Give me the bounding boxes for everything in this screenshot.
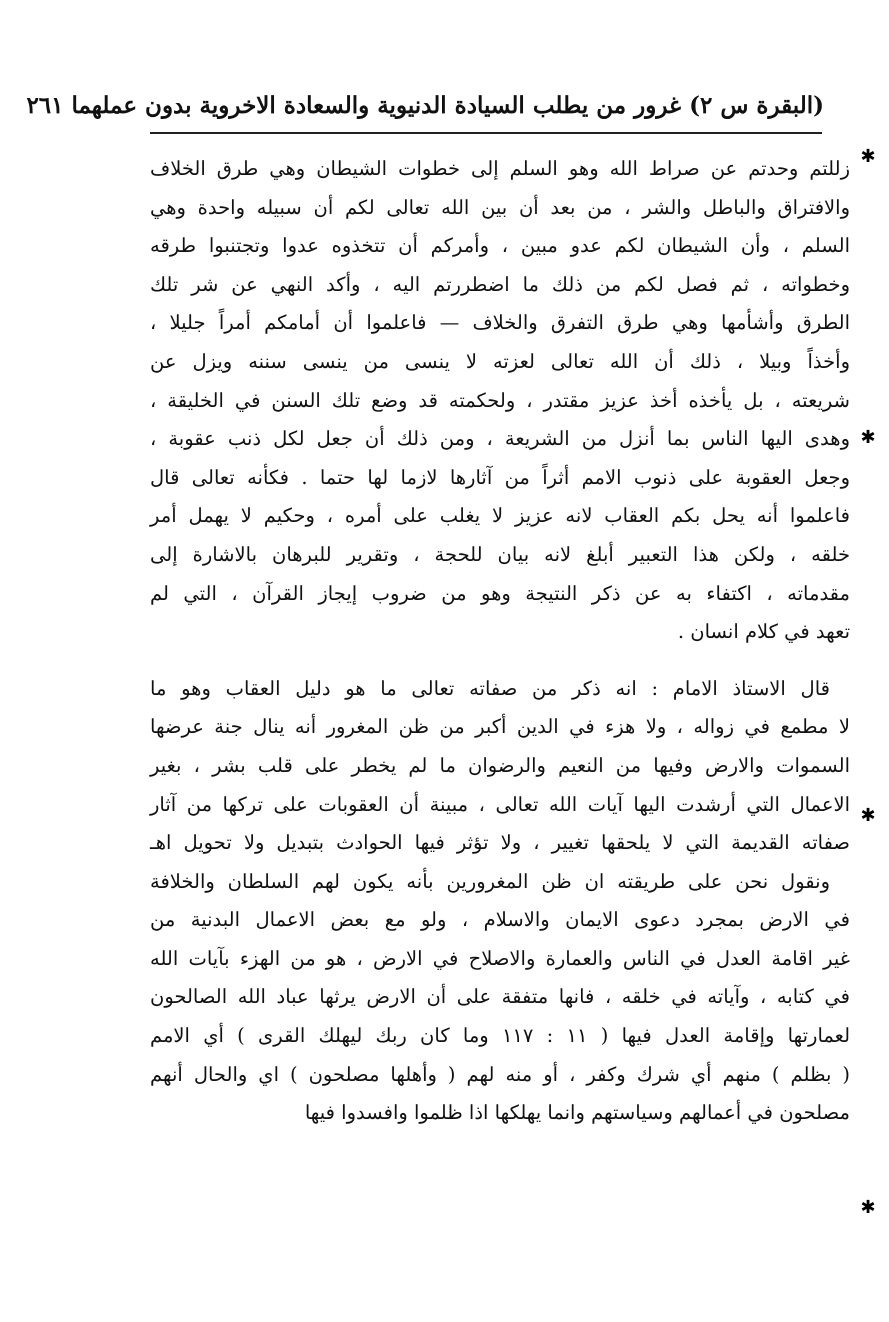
text-line: لعمارتها وإقامة العدل فيها ( ١١ : ١١٧ وما كان ربك ليهلك القرى ) أي الامم xyxy=(150,1024,851,1048)
body-text xyxy=(150,150,850,1133)
star-ornament-icon: ✱ xyxy=(860,1197,876,1218)
text-line: لا مطمع في زواله ، ولا هزء في الدين أكبر من ظن المغرور أنه ينال جنة عرضها xyxy=(150,715,850,739)
text-line: صفاته القديمة التي لا يلحقها تغيير ، ولا تؤثر فيها الحوادث بتبديل ولا تحويل اهـ xyxy=(150,831,850,855)
text-line: ونقول نحن على طريقته ان ظن المغرورين بأنه يكون لهم السلطان والخلافة xyxy=(150,869,830,893)
text-line: تعهد في كلام انسان . xyxy=(677,620,850,644)
star-ornament-icon: ✱ xyxy=(860,146,876,167)
paragraph-1 xyxy=(150,150,850,652)
page-header: (البقرة س ٢) غرور من يطلب السيادة الدنيوية والسعادة الاخروية بدون عملهما ٢٦١ xyxy=(26,92,824,119)
text-line: مصلحون في أعمالهم وسياستهم وانما يهلكها اذا ظلموا وافسدوا فيها xyxy=(304,1101,850,1125)
text-line: مقدماته ، اكتفاء به عن ذكر النتيجة وهو من ضروب إيجاز القرآن ، التي لم xyxy=(150,581,850,605)
text-line: شريعته ، بل يأخذه أخذ عزيز مقتدر ، ولحكمته قد وضع تلك السنن في الخليقة ، xyxy=(150,388,850,412)
header-rule xyxy=(150,132,822,134)
text-line: السموات والارض وفيها من النعيم والرضوان ما لم يخطر على قلب بشر ، بغير xyxy=(150,753,850,777)
text-line: الطرق وأشأمها وهي طرق التفرق والخلاف — فاعلموا أن أمامكم أمراً جليلا ، xyxy=(150,311,850,335)
text-line: قال الاستاذ الامام : انه ذكر من صفاته تعالى ما هو دليل العقاب وهو ما xyxy=(150,676,830,700)
text-line: والافتراق والباطل والشر ، من بعد أن بين الله تعالى لكم أن سبيله واحدة وهي xyxy=(150,195,850,219)
text-line: في كتابه ، وآياته في خلقه ، فانها متفقة على أن الارض يرثها عباد الله الصالحون xyxy=(150,985,850,1009)
text-line: وهدى اليها الناس بما أنزل من الشريعة ، ومن ذلك أن جعل لكل ذنب عقوبة ، xyxy=(150,427,850,451)
text-line: السلم ، وأن الشيطان لكم عدو مبين ، وأمركم أن تتخذوه عدوا وتجتنبوا طرقه xyxy=(150,234,850,258)
text-line: غير اقامة العدل في الناس والعمارة والاصلاح في الارض ، هو من الهزء بآيات الله xyxy=(150,946,850,970)
text-line: وخطواته ، ثم فصل لكم من ذلك ما اضطررتم اليه ، وأكد النهي عن شر تلك xyxy=(150,272,850,296)
star-ornament-icon: ✱ xyxy=(860,805,876,826)
paragraph-gap xyxy=(150,652,850,670)
paragraph-2 xyxy=(150,670,850,863)
text-line: الاعمال التي أرشدت اليها آيات الله تعالى ، مبينة أن العقوبات على تركها من آثار xyxy=(150,792,850,816)
text-line: وجعل العقوبة على ذنوب الامم أثراً من آثارها لازما لها حتما . فكأنه تعالى قال xyxy=(150,465,850,489)
text-line: فاعلموا أنه يحل بكم العقاب لانه عزيز لا يغلب على أمره ، وحكيم لا يهمل أمر xyxy=(150,504,850,528)
text-line: في الارض بمجرد دعوى الايمان والاسلام ، ولو مع بعض الاعمال البدنية من xyxy=(150,908,850,932)
text-line: خلقه ، ولكن هذا التعبير أبلغ لانه بيان للحجة ، وتقرير للبرهان بالاشارة إلى xyxy=(150,542,850,566)
star-ornament-icon: ✱ xyxy=(860,427,876,448)
text-line: وأخذاً وبيلا ، ذلك أن الله تعالى لعزته لا ينسى من ينسى سننه ويزل عن xyxy=(150,349,850,373)
text-line: زللتم وحدتم عن صراط الله وهو السلم إلى خطوات الشيطان وهي طرق الخلاف xyxy=(150,157,850,180)
paragraph-3 xyxy=(150,863,850,1133)
text-line: ( بظلم ) منهم أي شرك وكفر ، أو منه لهم ( وأهلها مصلحون ) اي والحال أنهم xyxy=(150,1062,850,1086)
